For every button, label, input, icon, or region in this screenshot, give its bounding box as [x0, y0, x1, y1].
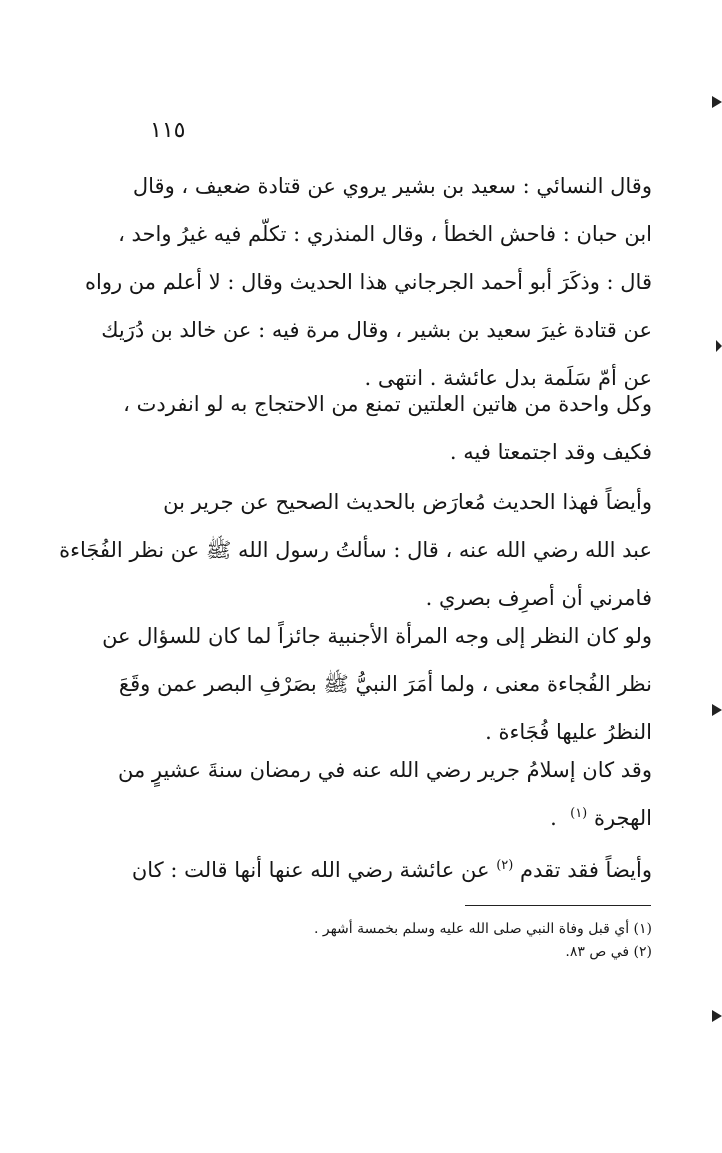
text-line: فكيف وقد اجتمعتا فيه .: [449, 440, 652, 464]
page-number: ١١٥: [150, 118, 186, 143]
page-edge-mark: [712, 704, 722, 716]
text-line: وأيضاً فهذا الحديث مُعارَض بالحديث الصحيح عن جرير بن: [163, 490, 652, 514]
text-line: عن قتادة غيرَ سعيد بن بشير ، وقال مرة فيه : عن خالد بن دُرَيك: [101, 318, 652, 342]
page-edge-mark: [716, 340, 722, 352]
text-line: عن أمّ سَلَمة بدل عائشة . انتهى .: [364, 366, 652, 390]
paragraph-4: [102, 612, 652, 756]
footnote-2: (٢) في ص ٨٣.: [565, 944, 652, 960]
page-edge-mark: [712, 1010, 722, 1022]
page-edge-mark: [712, 96, 722, 108]
text-line: [120, 794, 652, 842]
text-line: النظرُ عليها فُجَاءة .: [485, 720, 652, 744]
text-line: وقال النسائي : سعيد بن بشير يروي عن قتادة ضعيف ، وقال: [132, 174, 652, 198]
period: .: [550, 806, 564, 830]
text-line: عبد الله رضي الله عنه ، قال : سألتُ رسول الله ﷺ عن نظر الفُجَاءة: [59, 538, 652, 562]
paragraph-2: [120, 380, 652, 476]
text-line: ابن حبان : فاحش الخطأ ، وقال المنذري : تكلّم فيه غيرُ واحد ،: [118, 222, 652, 246]
paragraph-6: [120, 846, 652, 894]
footnote-ref-2: (٢): [496, 858, 514, 873]
text-line: [120, 846, 652, 894]
text-line: وقد كان إسلامُ جرير رضي الله عنه في رمضان سنةَ عشيرٍ من: [117, 758, 652, 782]
paragraph-3: [59, 478, 652, 622]
text-line: قال : وذكَرَ أبو أحمد الجرجاني هذا الحديث وقال : لا أعلم من رواه: [85, 270, 652, 294]
footnote-divider: [465, 905, 651, 906]
paragraph-1: [85, 162, 652, 402]
text-segment: وأيضاً فقد تقدم: [520, 858, 652, 882]
text-line: وكل واحدة من هاتين العلتين تمنع من الاحتجاج به لو انفردت ،: [123, 392, 652, 416]
footnote-ref-1: (١): [570, 806, 588, 821]
text-segment: الهجرة: [593, 806, 652, 830]
paragraph-5: [117, 746, 652, 842]
text-line: نظر الفُجاءة معنى ، ولما أمَرَ النبيُّ ﷺ بصَرْفِ البصر عمن وقَعَ: [118, 672, 652, 696]
text-line: فامرني أن أصرِف بصري .: [425, 586, 652, 610]
footnote-1: (١) أي قبل وفاة النبي صلى الله عليه وسلم بخمسة أشهر .: [313, 921, 652, 937]
footnotes: [300, 918, 652, 964]
text-line: ولو كان النظر إلى وجه المرأة الأجنبية جائزاً لما كان للسؤال عن: [102, 624, 652, 648]
text-segment: عن عائشة رضي الله عنها أنها قالت : كان: [131, 858, 490, 882]
